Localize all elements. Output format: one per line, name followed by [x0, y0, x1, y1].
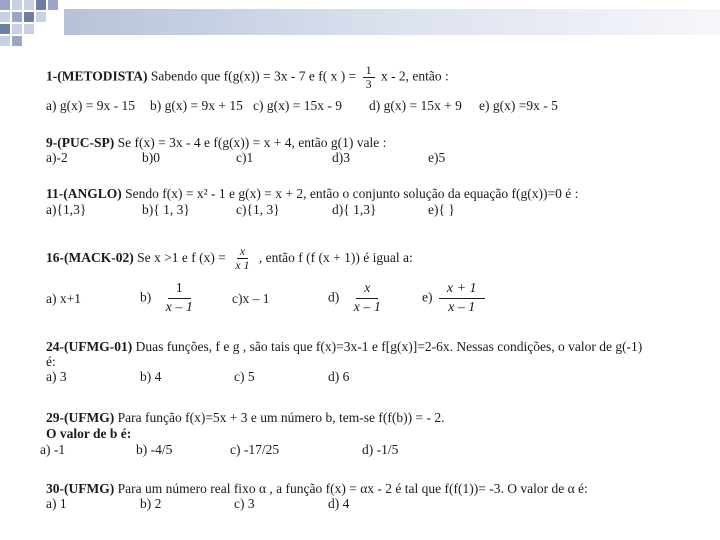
question-24-options: [46, 369, 706, 386]
option-c: c) g(x) = 15x - 9: [253, 98, 342, 113]
question-9: [46, 134, 386, 151]
fraction-denominator: x – 1: [165, 300, 193, 315]
option-e: [422, 280, 488, 317]
option-e: e)5: [428, 150, 446, 165]
fraction-numerator: x: [356, 280, 378, 299]
question-30: [46, 480, 588, 497]
option-c: c){1, 3}: [236, 202, 280, 217]
fraction-x-over-x-minus-1: [232, 245, 252, 272]
question-label: 9-(PUC-SP): [46, 135, 115, 150]
question-11-options: [46, 202, 706, 219]
question-24-continuation: é:: [46, 354, 56, 369]
fraction-denominator: 3: [365, 77, 372, 91]
question-29-continuation: O valor de b é:: [46, 426, 132, 441]
question-text: Sabendo que f(g(x)) = 3x - 7 e f( x ) =: [147, 68, 357, 84]
option-d: d){ 1,3}: [332, 202, 377, 217]
option-d: d) -1/5: [362, 442, 399, 457]
option-c: c) 3: [234, 496, 255, 511]
question-16-options: [46, 280, 706, 320]
option-fraction: [439, 280, 485, 317]
question-text: , então f (f (x + 1)) é igual a:: [258, 250, 413, 265]
question-1: [46, 64, 449, 91]
fraction-numerator: x: [237, 245, 248, 259]
option-prefix: e): [422, 289, 433, 305]
option-b: b) g(x) = 9x + 15: [150, 98, 243, 113]
option-c: c)x – 1: [232, 291, 270, 306]
option-a: a) -1: [40, 442, 66, 457]
option-a: a)-2: [46, 150, 68, 165]
question-11: [46, 185, 578, 202]
option-b: b){ 1, 3}: [142, 202, 190, 217]
option-prefix: b): [140, 289, 152, 305]
question-text: Se f(x) = 3x - 4 e f(g(x)) = x + 4, então g(1) vale :: [114, 135, 387, 150]
question-text: Se x >1 e f (x) =: [133, 250, 226, 265]
question-label: 30-(UFMG): [46, 481, 115, 496]
option-a: a) x+1: [46, 291, 81, 306]
option-c: c) 5: [234, 369, 255, 384]
question-label: 24-(UFMG-01): [46, 339, 133, 354]
option-c: c)1: [236, 150, 254, 165]
fraction-numerator: x + 1: [439, 280, 485, 299]
question-text: x - 2, então :: [380, 68, 449, 84]
option-b: b) -4/5: [136, 442, 173, 457]
option-fraction: [346, 280, 389, 317]
option-b: [140, 280, 204, 317]
option-a: a) 3: [46, 369, 67, 384]
question-text: Para um número real fixo α , a função f(x) = αx - 2 é tal que f(f(1))= -3. O valor de α é:: [114, 481, 588, 496]
question-label: 29-(UFMG): [46, 410, 115, 425]
option-d: d) 6: [328, 369, 350, 384]
fraction-numerator: 1: [363, 64, 375, 78]
option-d: d) g(x) = 15x + 9: [369, 98, 462, 113]
question-label: 16-(MACK-02): [46, 250, 134, 265]
fraction-denominator: x – 1: [448, 300, 476, 315]
option-d: d)3: [332, 150, 350, 165]
question-label: 11-(ANGLO): [46, 186, 122, 201]
option-d: d) 4: [328, 496, 350, 511]
question-text: Duas funções, f e g , são tais que f(x)=3x-1 e f[g(x)]=2-6x. Nessas condições, o valor de g(-1): [132, 339, 643, 354]
option-b: b)0: [142, 150, 160, 165]
question-text: Sendo f(x) = x² - 1 e g(x) = x + 2, então o conjunto solução da equação f(g(x))=0 é :: [121, 186, 579, 201]
question-30-options: [46, 496, 706, 513]
fraction-one-third: [363, 64, 375, 91]
question-text: Para função f(x)=5x + 3 e um número b, tem-se f(f(b)) = - 2.: [114, 410, 445, 425]
fraction-numerator: 1: [168, 280, 191, 299]
option-b: b) 2: [140, 496, 162, 511]
question-1-options: [46, 98, 706, 115]
option-c: c) -17/25: [230, 442, 280, 457]
question-16: [46, 243, 413, 273]
question-label: 1-(METODISTA): [46, 68, 148, 84]
option-a: a) 1: [46, 496, 67, 511]
fraction-denominator: x 1: [235, 258, 250, 273]
option-fraction: [158, 280, 201, 317]
question-9-options: [46, 150, 706, 167]
option-prefix: d): [328, 289, 340, 305]
option-e: e){ }: [428, 202, 455, 217]
question-24: [46, 338, 642, 355]
fraction-denominator: x – 1: [353, 300, 381, 315]
option-d: [328, 280, 392, 317]
option-e: e) g(x) =9x - 5: [479, 98, 558, 113]
question-29-options: [40, 442, 700, 459]
option-a: a){1,3}: [46, 202, 87, 217]
question-29: [46, 409, 444, 426]
option-a: a) g(x) = 9x - 15: [46, 98, 135, 113]
option-b: b) 4: [140, 369, 162, 384]
